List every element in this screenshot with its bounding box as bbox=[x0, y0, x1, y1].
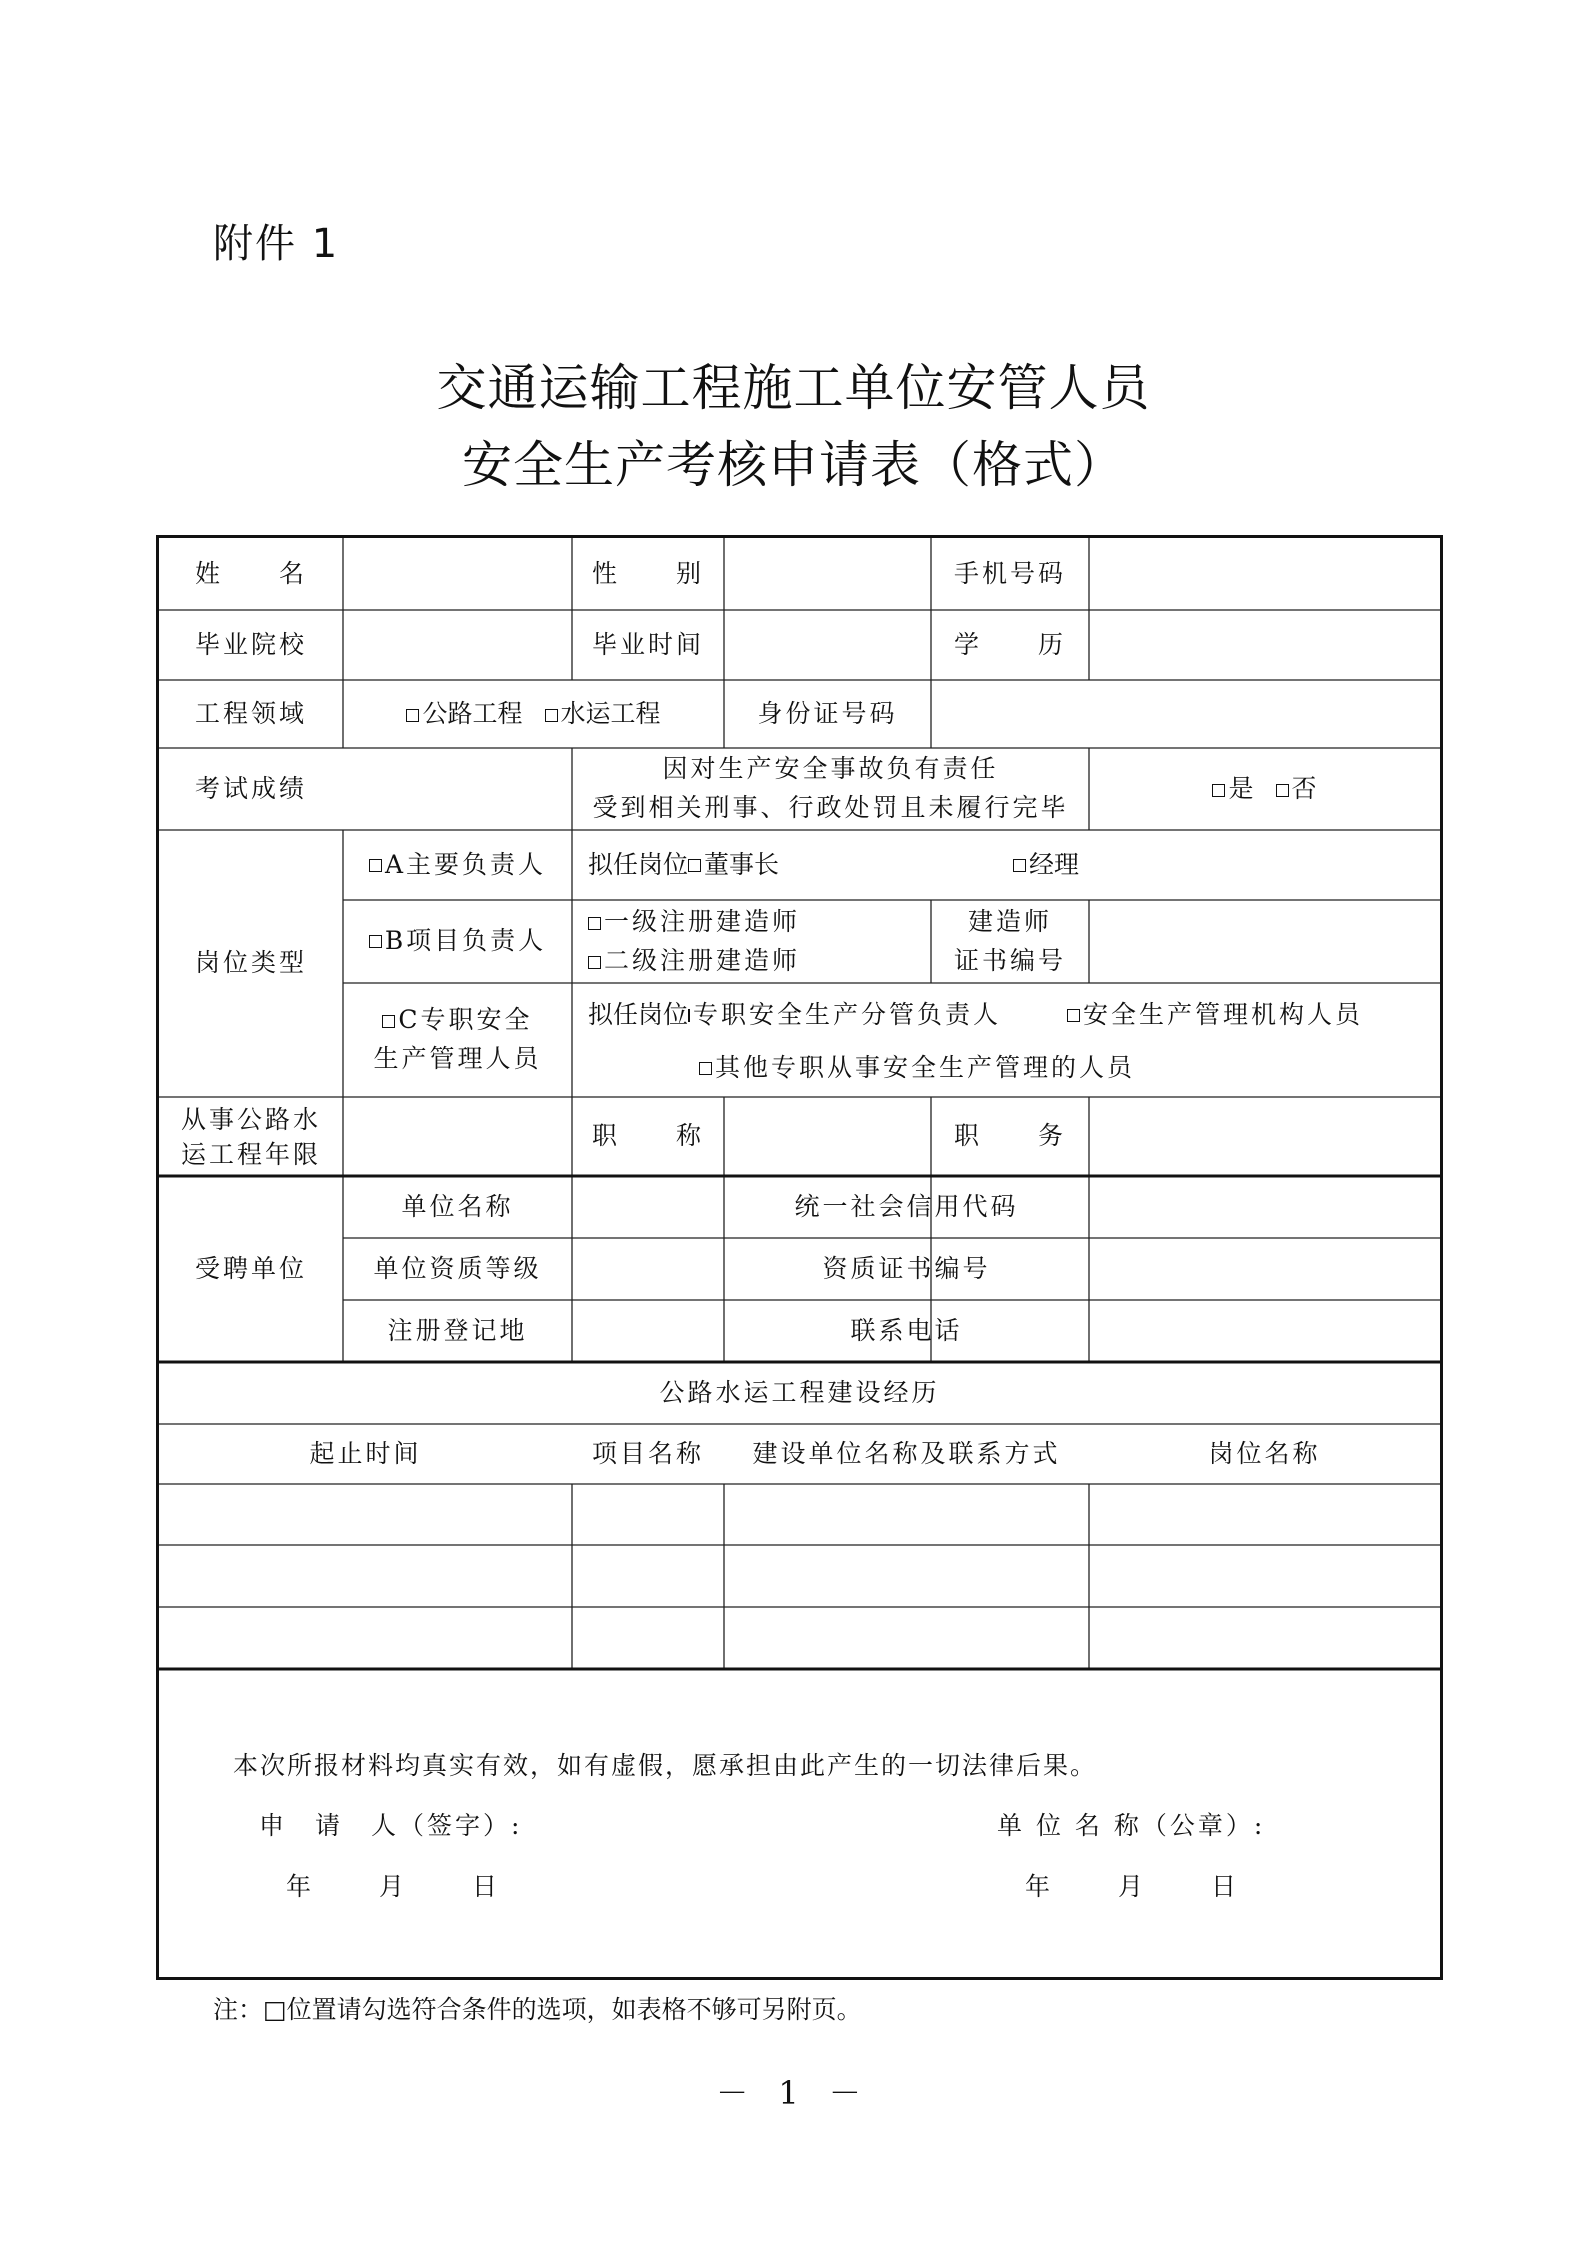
credit-code-field[interactable] bbox=[1089, 1176, 1440, 1238]
proposed-post-label: 拟任岗位 bbox=[588, 849, 689, 879]
builder-cert-label-line2: 证书编号 bbox=[953, 945, 1066, 975]
experience-col-post: 岗位名称 bbox=[1208, 1438, 1321, 1468]
declaration-statement: 本次所报材料均真实有效，如有虚假，愿承担由此产生的一切法律后果。 bbox=[233, 1751, 1098, 1780]
duty-label: 职 务 bbox=[953, 1121, 1066, 1151]
employer-label: 受聘单位 bbox=[194, 1253, 307, 1283]
safety-org-option-label: 安全生产管理机构人员 bbox=[1083, 999, 1364, 1029]
page-number: － 1 － bbox=[716, 2074, 871, 2112]
years-label-line2: 运工程年限 bbox=[180, 1139, 321, 1169]
checkbox-icon[interactable] bbox=[688, 859, 701, 872]
checkbox-icon[interactable] bbox=[1276, 784, 1289, 797]
checkbox-icon[interactable] bbox=[699, 1062, 712, 1075]
highway-option-label: 公路工程 bbox=[422, 698, 523, 728]
safety-head-option-label: 专职安全生产分管负责人 bbox=[693, 999, 1002, 1029]
waterway-option-label: 水运工程 bbox=[560, 698, 661, 728]
reg-place-label: 注册登记地 bbox=[387, 1315, 528, 1345]
experience-cell[interactable] bbox=[572, 1607, 724, 1669]
penalty-line1: 因对生产安全事故负有责任 bbox=[662, 754, 999, 784]
title-rank-label: 职 称 bbox=[591, 1121, 704, 1151]
contact-phone-label: 联系电话 bbox=[850, 1315, 963, 1345]
qualification-level-label: 单位资质等级 bbox=[373, 1253, 542, 1283]
chairman-option-label: 董事长 bbox=[704, 849, 780, 879]
gender-field[interactable] bbox=[724, 538, 931, 610]
experience-cell[interactable] bbox=[572, 1545, 724, 1607]
penalty-line2: 受到相关刑事、行政处罚且未履行完毕 bbox=[592, 793, 1069, 822]
field-options bbox=[343, 680, 724, 748]
gender-label: 性 别 bbox=[591, 558, 704, 588]
safety-org-option[interactable] bbox=[1067, 983, 1427, 1047]
education-label: 学 历 bbox=[953, 629, 1066, 659]
experience-col-project: 项目名称 bbox=[591, 1438, 704, 1468]
type-b-label: B项目负责人 bbox=[384, 926, 547, 956]
application-form-table bbox=[156, 535, 1443, 1980]
unit-seal-label: 单 位 名 称（公章）: bbox=[997, 1811, 1266, 1840]
builder2-label: 二级注册建造师 bbox=[604, 945, 801, 975]
duty-field[interactable] bbox=[1089, 1097, 1440, 1176]
experience-cell[interactable] bbox=[1089, 1484, 1440, 1545]
title-rank-field[interactable] bbox=[724, 1097, 931, 1176]
qualification-cert-label: 资质证书编号 bbox=[822, 1253, 991, 1283]
no-option[interactable] bbox=[1276, 770, 1317, 809]
unit-name-label: 单位名称 bbox=[401, 1191, 514, 1221]
penalty-question bbox=[572, 748, 1089, 830]
footnote: 注：□位置请勾选符合条件的选项，如表格不够可另附页。 bbox=[213, 1995, 862, 2024]
exam-score-field[interactable] bbox=[343, 748, 572, 830]
school-label: 毕业院校 bbox=[194, 629, 307, 659]
checkbox-icon[interactable] bbox=[688, 1009, 690, 1022]
type-c-proposed bbox=[588, 983, 1002, 1047]
builder-cert-field[interactable] bbox=[1089, 900, 1440, 983]
builder-cert-label bbox=[931, 900, 1089, 983]
checkbox-icon[interactable] bbox=[1212, 784, 1225, 797]
builder-cert-label-line1: 建造师 bbox=[967, 906, 1052, 936]
builder1-option[interactable] bbox=[588, 903, 800, 942]
applicant-date: 年 月 日 bbox=[286, 1872, 504, 1901]
type-b-option[interactable] bbox=[343, 900, 572, 983]
checkbox-icon[interactable] bbox=[588, 917, 601, 930]
reg-place-field[interactable] bbox=[572, 1300, 724, 1362]
checkbox-icon[interactable] bbox=[406, 709, 419, 722]
manager-option-label: 经理 bbox=[1029, 849, 1080, 879]
waterway-option[interactable] bbox=[545, 695, 661, 734]
id-number-label: 身份证号码 bbox=[757, 698, 898, 728]
experience-cell[interactable] bbox=[159, 1545, 572, 1607]
form-title-line2: 安全生产考核申请表（格式） bbox=[462, 436, 1125, 494]
years-label bbox=[159, 1097, 343, 1176]
name-label: 姓 名 bbox=[194, 558, 307, 588]
experience-cell[interactable] bbox=[724, 1484, 1089, 1545]
experience-cell[interactable] bbox=[1089, 1545, 1440, 1607]
post-type-label: 岗位类型 bbox=[194, 948, 307, 978]
checkbox-icon[interactable] bbox=[369, 935, 382, 948]
school-field[interactable] bbox=[343, 610, 572, 680]
form-title-line1: 交通运输工程施工单位安管人员 bbox=[436, 359, 1151, 417]
no-option-label: 否 bbox=[1291, 773, 1317, 803]
experience-cell[interactable] bbox=[159, 1607, 572, 1669]
checkbox-icon[interactable] bbox=[1013, 859, 1026, 872]
qualification-cert-field[interactable] bbox=[1089, 1238, 1440, 1300]
other-safety-option[interactable] bbox=[699, 1043, 1299, 1093]
builder2-option[interactable] bbox=[588, 942, 800, 981]
experience-cell[interactable] bbox=[1089, 1607, 1440, 1669]
experience-cell[interactable] bbox=[724, 1607, 1089, 1669]
checkbox-icon[interactable] bbox=[588, 956, 601, 969]
other-safety-option-label: 其他专职从事安全生产管理的人员 bbox=[715, 1052, 1136, 1082]
education-field[interactable] bbox=[1089, 610, 1440, 680]
type-a-option[interactable] bbox=[343, 830, 572, 900]
checkbox-icon[interactable] bbox=[545, 709, 558, 722]
unit-name-field[interactable] bbox=[572, 1176, 724, 1238]
yes-option-label: 是 bbox=[1228, 773, 1254, 803]
experience-heading: 公路水运工程建设经历 bbox=[659, 1377, 940, 1407]
grad-time-label: 毕业时间 bbox=[591, 629, 704, 659]
qualification-level-field[interactable] bbox=[572, 1238, 724, 1300]
contact-phone-field[interactable] bbox=[1089, 1300, 1440, 1362]
type-a-proposed bbox=[588, 830, 988, 900]
highway-option[interactable] bbox=[406, 695, 522, 734]
experience-col-client: 建设单位名称及联系方式 bbox=[752, 1438, 1061, 1468]
builder-options bbox=[588, 900, 931, 983]
builder1-label: 一级注册建造师 bbox=[604, 906, 801, 936]
checkbox-icon[interactable] bbox=[382, 1015, 395, 1028]
type-c-label-line1: C专职安全 bbox=[398, 1005, 533, 1035]
manager-option[interactable] bbox=[1013, 830, 1213, 900]
proposed-post-label-c: 拟任岗位 bbox=[588, 999, 689, 1029]
checkbox-icon[interactable] bbox=[369, 859, 382, 872]
experience-cell[interactable] bbox=[572, 1484, 724, 1545]
penalty-options bbox=[1089, 748, 1440, 830]
applicant-signature-label: 申 请 人（签字）: bbox=[259, 1811, 523, 1840]
unit-date: 年 月 日 bbox=[1025, 1872, 1243, 1901]
experience-col-period: 起止时间 bbox=[309, 1438, 422, 1468]
yes-option[interactable] bbox=[1212, 770, 1253, 809]
checkbox-icon[interactable] bbox=[1067, 1009, 1080, 1022]
experience-cell[interactable] bbox=[724, 1545, 1089, 1607]
name-field[interactable] bbox=[343, 538, 572, 610]
grad-time-field[interactable] bbox=[724, 610, 931, 680]
type-c-label-line2: 生产管理人员 bbox=[373, 1044, 542, 1073]
phone-field[interactable] bbox=[1089, 538, 1440, 610]
id-number-field[interactable] bbox=[931, 680, 1440, 748]
years-field[interactable] bbox=[343, 1097, 572, 1176]
attachment-label: 附件 1 bbox=[213, 221, 340, 267]
type-c-option[interactable] bbox=[343, 983, 572, 1097]
exam-score-label: 考试成绩 bbox=[194, 773, 307, 803]
credit-code-label: 统一社会信用代码 bbox=[794, 1191, 1019, 1221]
experience-cell[interactable] bbox=[159, 1484, 572, 1545]
field-label: 工程领域 bbox=[194, 698, 307, 728]
type-a-label: A主要负责人 bbox=[384, 849, 547, 879]
years-label-line1: 从事公路水 bbox=[180, 1104, 321, 1134]
phone-label: 手机号码 bbox=[953, 558, 1066, 588]
